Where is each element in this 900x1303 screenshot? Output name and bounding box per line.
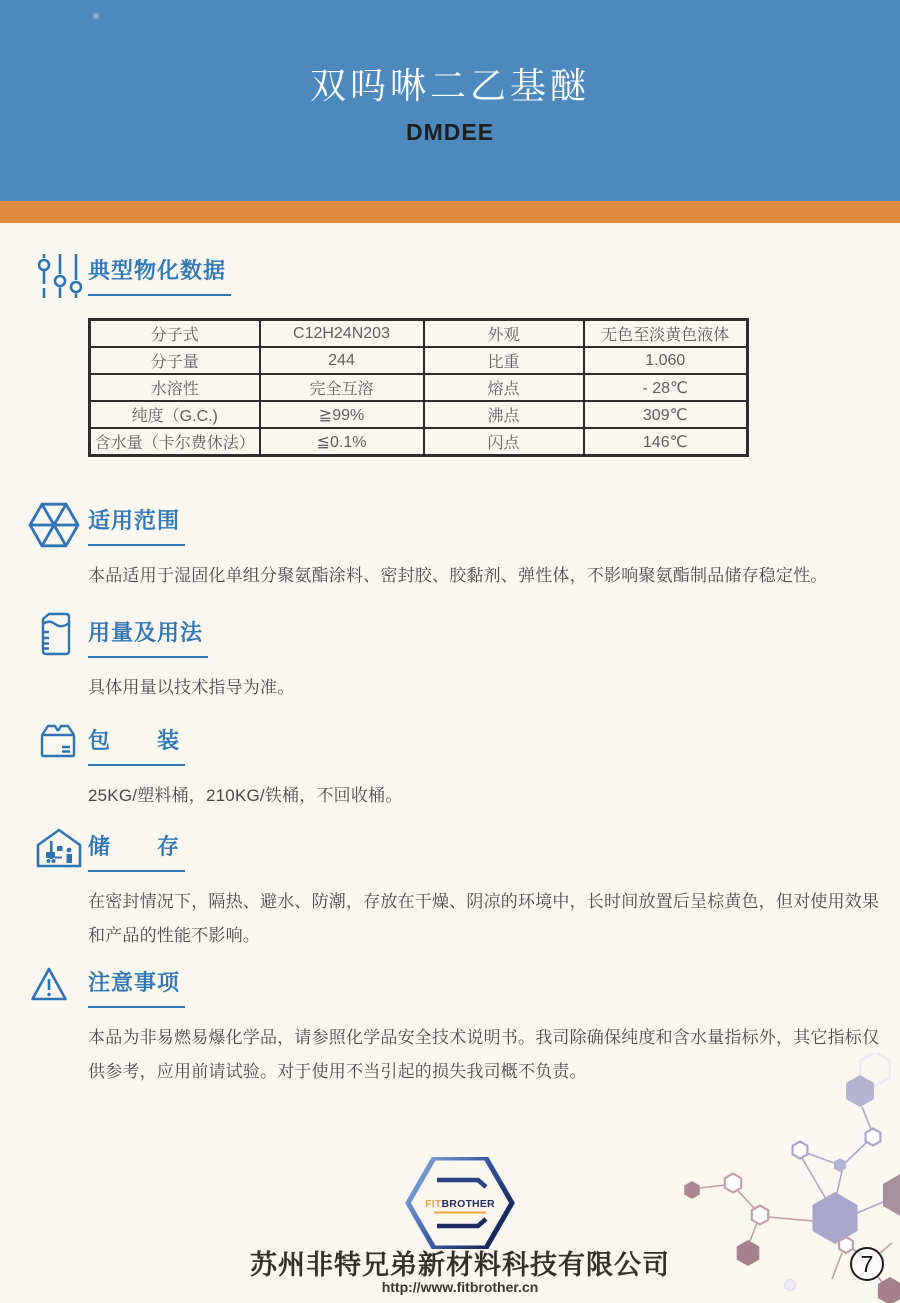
section-storage (0, 826, 900, 953)
package-icon (40, 722, 76, 759)
sparkle-decoration (93, 13, 99, 19)
product-title-cn: 双吗啉二乙基醚 (309, 65, 590, 106)
accent-stripe (0, 201, 900, 223)
table-cell: 含水量（卡尔费休法） (90, 428, 260, 456)
table-cell: ≦0.1% (260, 428, 424, 456)
company-name: 苏州非特兄弟新材料科技有限公司 (250, 1250, 670, 1280)
section-body: 本品为非易燃易爆化学品，请参照化学品安全技术说明书。我司除确保纯度和含水量指标外，其它指标仅供参考，应用前请试验。对于使用不当引起的损失我司概不负责。 (88, 1028, 880, 1081)
beaker-icon (40, 612, 72, 656)
section-title: 注意事项 (88, 962, 185, 1008)
svg-text:FITBROTHER (425, 1198, 495, 1210)
section-physical-data (0, 250, 900, 296)
table-cell: - 28℃ (584, 374, 748, 401)
section-body: 25KG/塑料桶，210KG/铁桶，不回收桶。 (88, 786, 403, 805)
section-usage (0, 612, 900, 705)
table-row (90, 320, 748, 348)
tune-icon (38, 253, 82, 299)
table-row (90, 428, 748, 456)
table-cell: 纯度（G.C.) (90, 401, 260, 428)
header-banner (0, 0, 900, 201)
website-url[interactable]: http://www.fitbrother.cn (381, 1279, 539, 1295)
table-cell: 比重 (424, 347, 584, 374)
section-title: 储 存 (88, 826, 185, 872)
table-cell: C12H24N203 (260, 320, 424, 348)
table-cell: 完全互溶 (260, 374, 424, 401)
warehouse-icon (36, 828, 82, 868)
section-title: 用量及用法 (88, 612, 208, 658)
logo-text-brother: BROTHER (441, 1198, 495, 1210)
product-title-en: DMDEE (405, 119, 495, 145)
section-scope (0, 500, 900, 593)
hexagon-icon (28, 500, 80, 550)
table-cell: 309℃ (584, 401, 748, 428)
table-cell: 244 (260, 347, 424, 374)
logo-text-fit: FIT (425, 1198, 442, 1210)
table-row (90, 401, 748, 428)
table-cell: 外观 (424, 320, 584, 348)
section-title: 典型物化数据 (88, 250, 231, 296)
table-cell: 沸点 (424, 401, 584, 428)
properties-table (88, 318, 749, 457)
table-cell: 1.060 (584, 347, 748, 374)
section-body: 在密封情况下，隔热、避水、防潮，存放在干燥、阴凉的环境中，长时间放置后呈棕黄色，但对使用效果和产品的性能不影响。 (88, 892, 880, 945)
warning-icon (30, 967, 68, 1002)
page-number: 7 (850, 1247, 884, 1281)
table-cell: 熔点 (424, 374, 584, 401)
table-row (90, 374, 748, 401)
table-cell: 分子式 (90, 320, 260, 348)
table-cell: 闪点 (424, 428, 584, 456)
table-row (90, 347, 748, 374)
section-title: 适用范围 (88, 500, 185, 546)
table-cell: 146℃ (584, 428, 748, 456)
section-title: 包 装 (88, 720, 185, 766)
section-packaging (0, 720, 900, 813)
fitbrother-logo (404, 1157, 516, 1249)
table-cell: 分子量 (90, 347, 260, 374)
table-cell: ≧99% (260, 401, 424, 428)
table-cell: 无色至淡黄色液体 (584, 320, 748, 348)
table-cell: 水溶性 (90, 374, 260, 401)
section-body: 本品适用于湿固化单组分聚氨酯涂料、密封胶、胶黏剂、弹性体，不影响聚氨酯制品储存稳定性。 (88, 566, 828, 585)
section-body: 具体用量以技术指导为准。 (88, 678, 295, 697)
